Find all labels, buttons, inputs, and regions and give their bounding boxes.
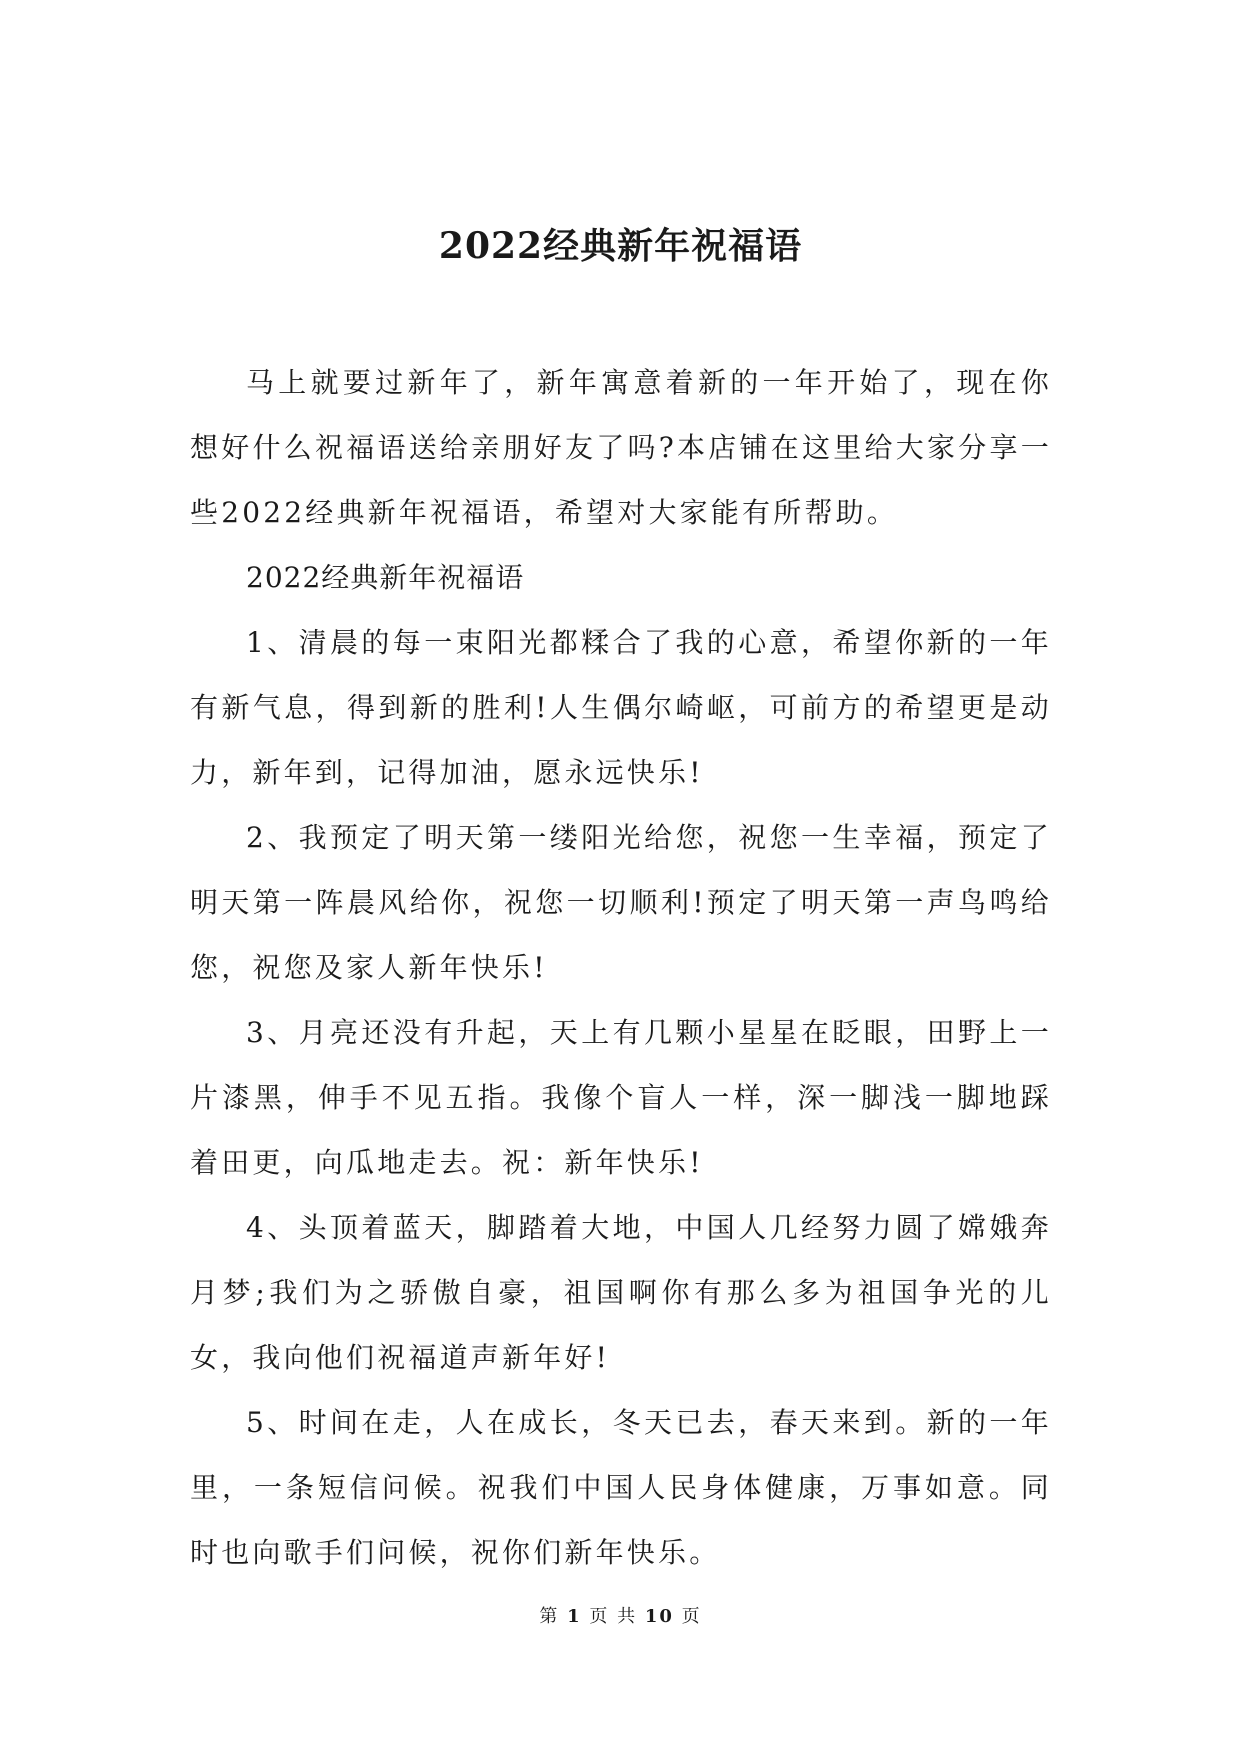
footer-suffix: 页 — [681, 1606, 702, 1627]
greeting-item-2: 2、我预定了明天第一缕阳光给您，祝您一生幸福，预定了明天第一阵晨风给你，祝您一切顺利!预定了明天第一声鸟鸣给您，祝您及家人新年快乐! — [190, 821, 1052, 984]
greeting-item-4: 4、头顶着蓝天，脚踏着大地，中国人几经努力圆了嫦娥奔月梦;我们为之骄傲自豪，祖国啊你有那么多为祖国争光的儿女，我向他们祝福道声新年好! — [190, 1211, 1052, 1374]
intro-paragraph: 马上就要过新年了，新年寓意着新的一年开始了，现在你想好什么祝福语送给亲朋好友了吗?本店铺在这里给大家分享一些2022经典新年祝福语，希望对大家能有所帮助。 — [190, 366, 1052, 529]
footer-prefix: 第 — [539, 1606, 560, 1627]
section-heading: 2022经典新年祝福语 — [246, 561, 525, 594]
document-title: 2022经典新年祝福语 — [438, 225, 803, 267]
greeting-item-5: 5、时间在走，人在成长，冬天已去，春天来到。新的一年里，一条短信问候。祝我们中国人民身体健康，万事如意。同时也向歌手们问候，祝你们新年快乐。 — [190, 1406, 1052, 1569]
page-footer — [0, 1605, 1241, 1629]
document-body — [190, 350, 1052, 1585]
greeting-item-1: 1、清晨的每一束阳光都糅合了我的心意，希望你新的一年有新气息，得到新的胜利!人生偶尔崎岖，可前方的希望更是动力，新年到，记得加油，愿永远快乐! — [190, 626, 1052, 789]
greeting-item-3: 3、月亮还没有升起，天上有几颗小星星在眨眼，田野上一片漆黑，伸手不见五指。我像个盲人一样，深一脚浅一脚地踩着田更，向瓜地走去。祝：新年快乐! — [190, 1016, 1052, 1179]
current-page-number: 1 — [567, 1606, 582, 1627]
footer-middle: 页 共 — [589, 1606, 638, 1627]
total-pages-number: 10 — [644, 1606, 674, 1627]
